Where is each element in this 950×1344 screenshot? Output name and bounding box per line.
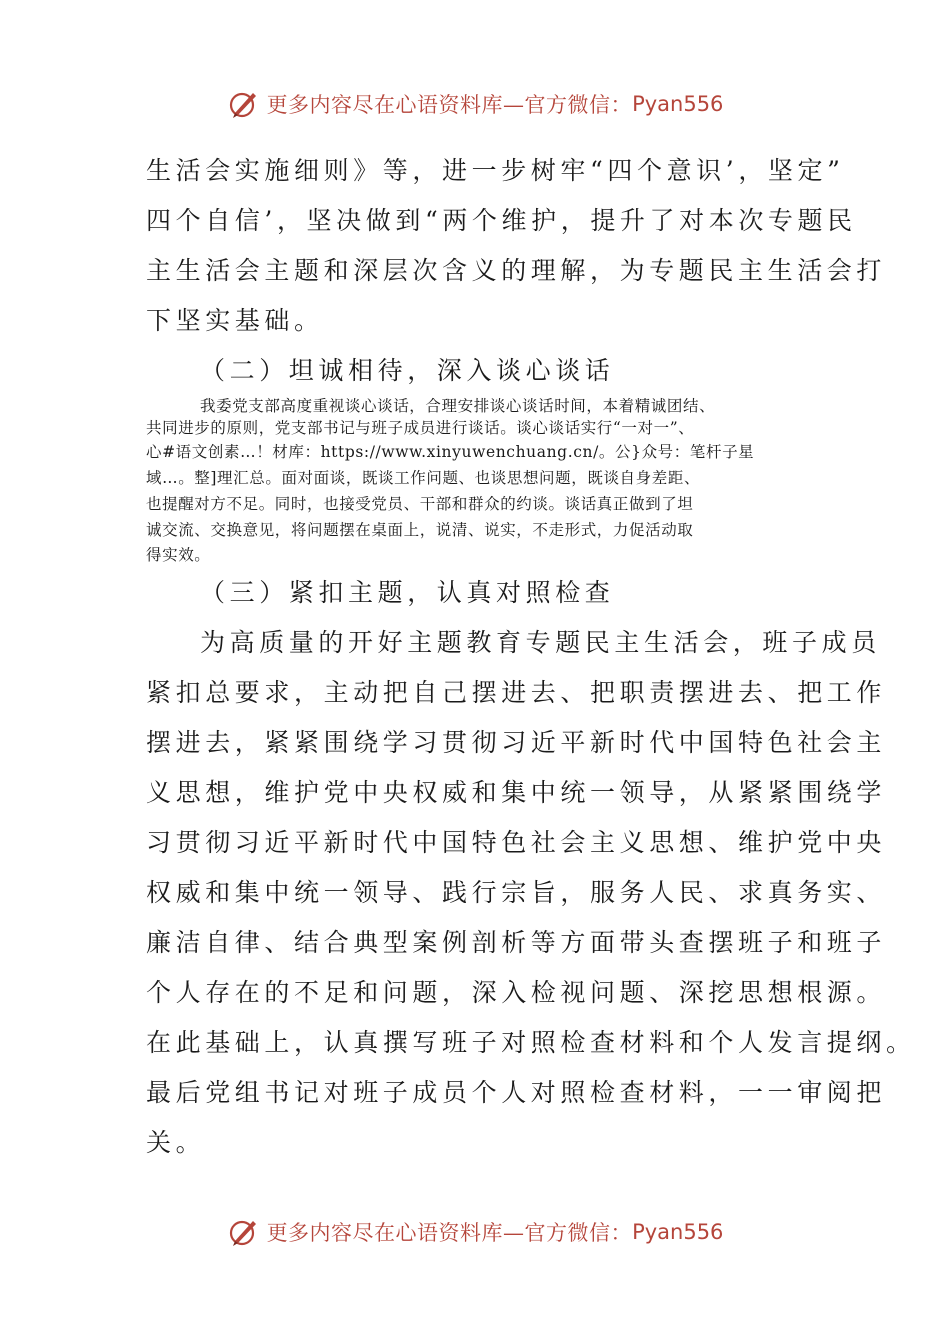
- paragraph3-line: 义思想，维护党中央权威和集中统一领导，从紧紧围绕学: [146, 778, 887, 807]
- paragraph1-line: 生活会实施细则》等，进一步树牢“四个意识’，坚定”: [146, 156, 845, 185]
- banner-text: 更多内容尽在心语资料库—官方微信：: [266, 93, 633, 117]
- paragraph2-line: 域…。整]理汇总。面对面谈，既谈工作问题、也谈思想问题，既谈自身差距、: [146, 469, 701, 487]
- paragraph3-line: 习贯彻习近平新时代中国特色社会主义思想、维护党中央: [146, 828, 887, 857]
- paragraph1-line: 四个自信’，坚决做到“两个维护，提升了对本次专题民: [146, 206, 857, 235]
- paragraph2-line: 心#语文创素…！材库：https://www.xinyuwenchuang.cn/。公}众号：笔杆子星: [146, 443, 755, 461]
- paragraph3-line: 关。: [146, 1128, 206, 1157]
- paragraph1-line: 主生活会主题和深层次含义的理解，为专题民主生活会打: [146, 256, 887, 285]
- paragraph2-line: 得实效。: [146, 546, 211, 564]
- paragraph3-line: 为高质量的开好主题教育专题民主生活会，班子成员: [200, 628, 881, 657]
- paragraph2-line: 诚交流、交换意见，将问题摆在桌面上，说清、说实，不走形式，力促活动取: [146, 521, 694, 539]
- header-banner: [0, 84, 950, 124]
- paragraph2-line: 我委党支部高度重视谈心谈话，合理安排谈心谈话时间，本着精诚团结、: [200, 397, 716, 415]
- paragraph2-line: 也提醒对方不足。同时，也接受党员、干部和群众的约谈。谈话真正做到了坦: [146, 495, 694, 513]
- paragraph2-line: 共同进步的原则，党支部书记与班子成员进行谈话。谈心谈话实行“一对一”、: [146, 419, 695, 437]
- paragraph1-line: 下坚实基础。: [146, 306, 324, 335]
- banner-text: 更多内容尽在心语资料库—官方微信：: [266, 1221, 633, 1245]
- paragraph3-line: 最后党组书记对班子成员个人对照检查材料，一一审阅把: [146, 1078, 887, 1107]
- banner-wechat-id: Pyan556: [632, 1220, 724, 1244]
- paragraph3-line: 摆进去，紧紧围绕学习贯彻习近平新时代中国特色社会主: [146, 728, 887, 757]
- section-heading-2: （二）坦诚相待，深入谈心谈话: [200, 356, 615, 385]
- pen-logo-icon: [227, 1215, 261, 1249]
- section-heading-3: （三）紧扣主题，认真对照检查: [200, 578, 615, 607]
- banner-wechat-id: Pyan556: [632, 92, 724, 116]
- pen-logo-icon: [227, 87, 261, 121]
- footer-banner: [0, 1212, 950, 1252]
- paragraph3-line: 个人存在的不足和问题，深入检视问题、深挖思想根源。: [146, 978, 887, 1007]
- paragraph3-line: 廉洁自律、结合典型案例剖析等方面带头查摆班子和班子: [146, 928, 887, 957]
- paragraph3-line: 在此基础上，认真撰写班子对照检查材料和个人发言提纲。: [146, 1028, 916, 1057]
- paragraph3-line: 紧扣总要求，主动把自己摆进去、把职责摆进去、把工作: [146, 678, 887, 707]
- paragraph3-line: 权威和集中统一领导、践行宗旨，服务人民、求真务实、: [146, 878, 887, 907]
